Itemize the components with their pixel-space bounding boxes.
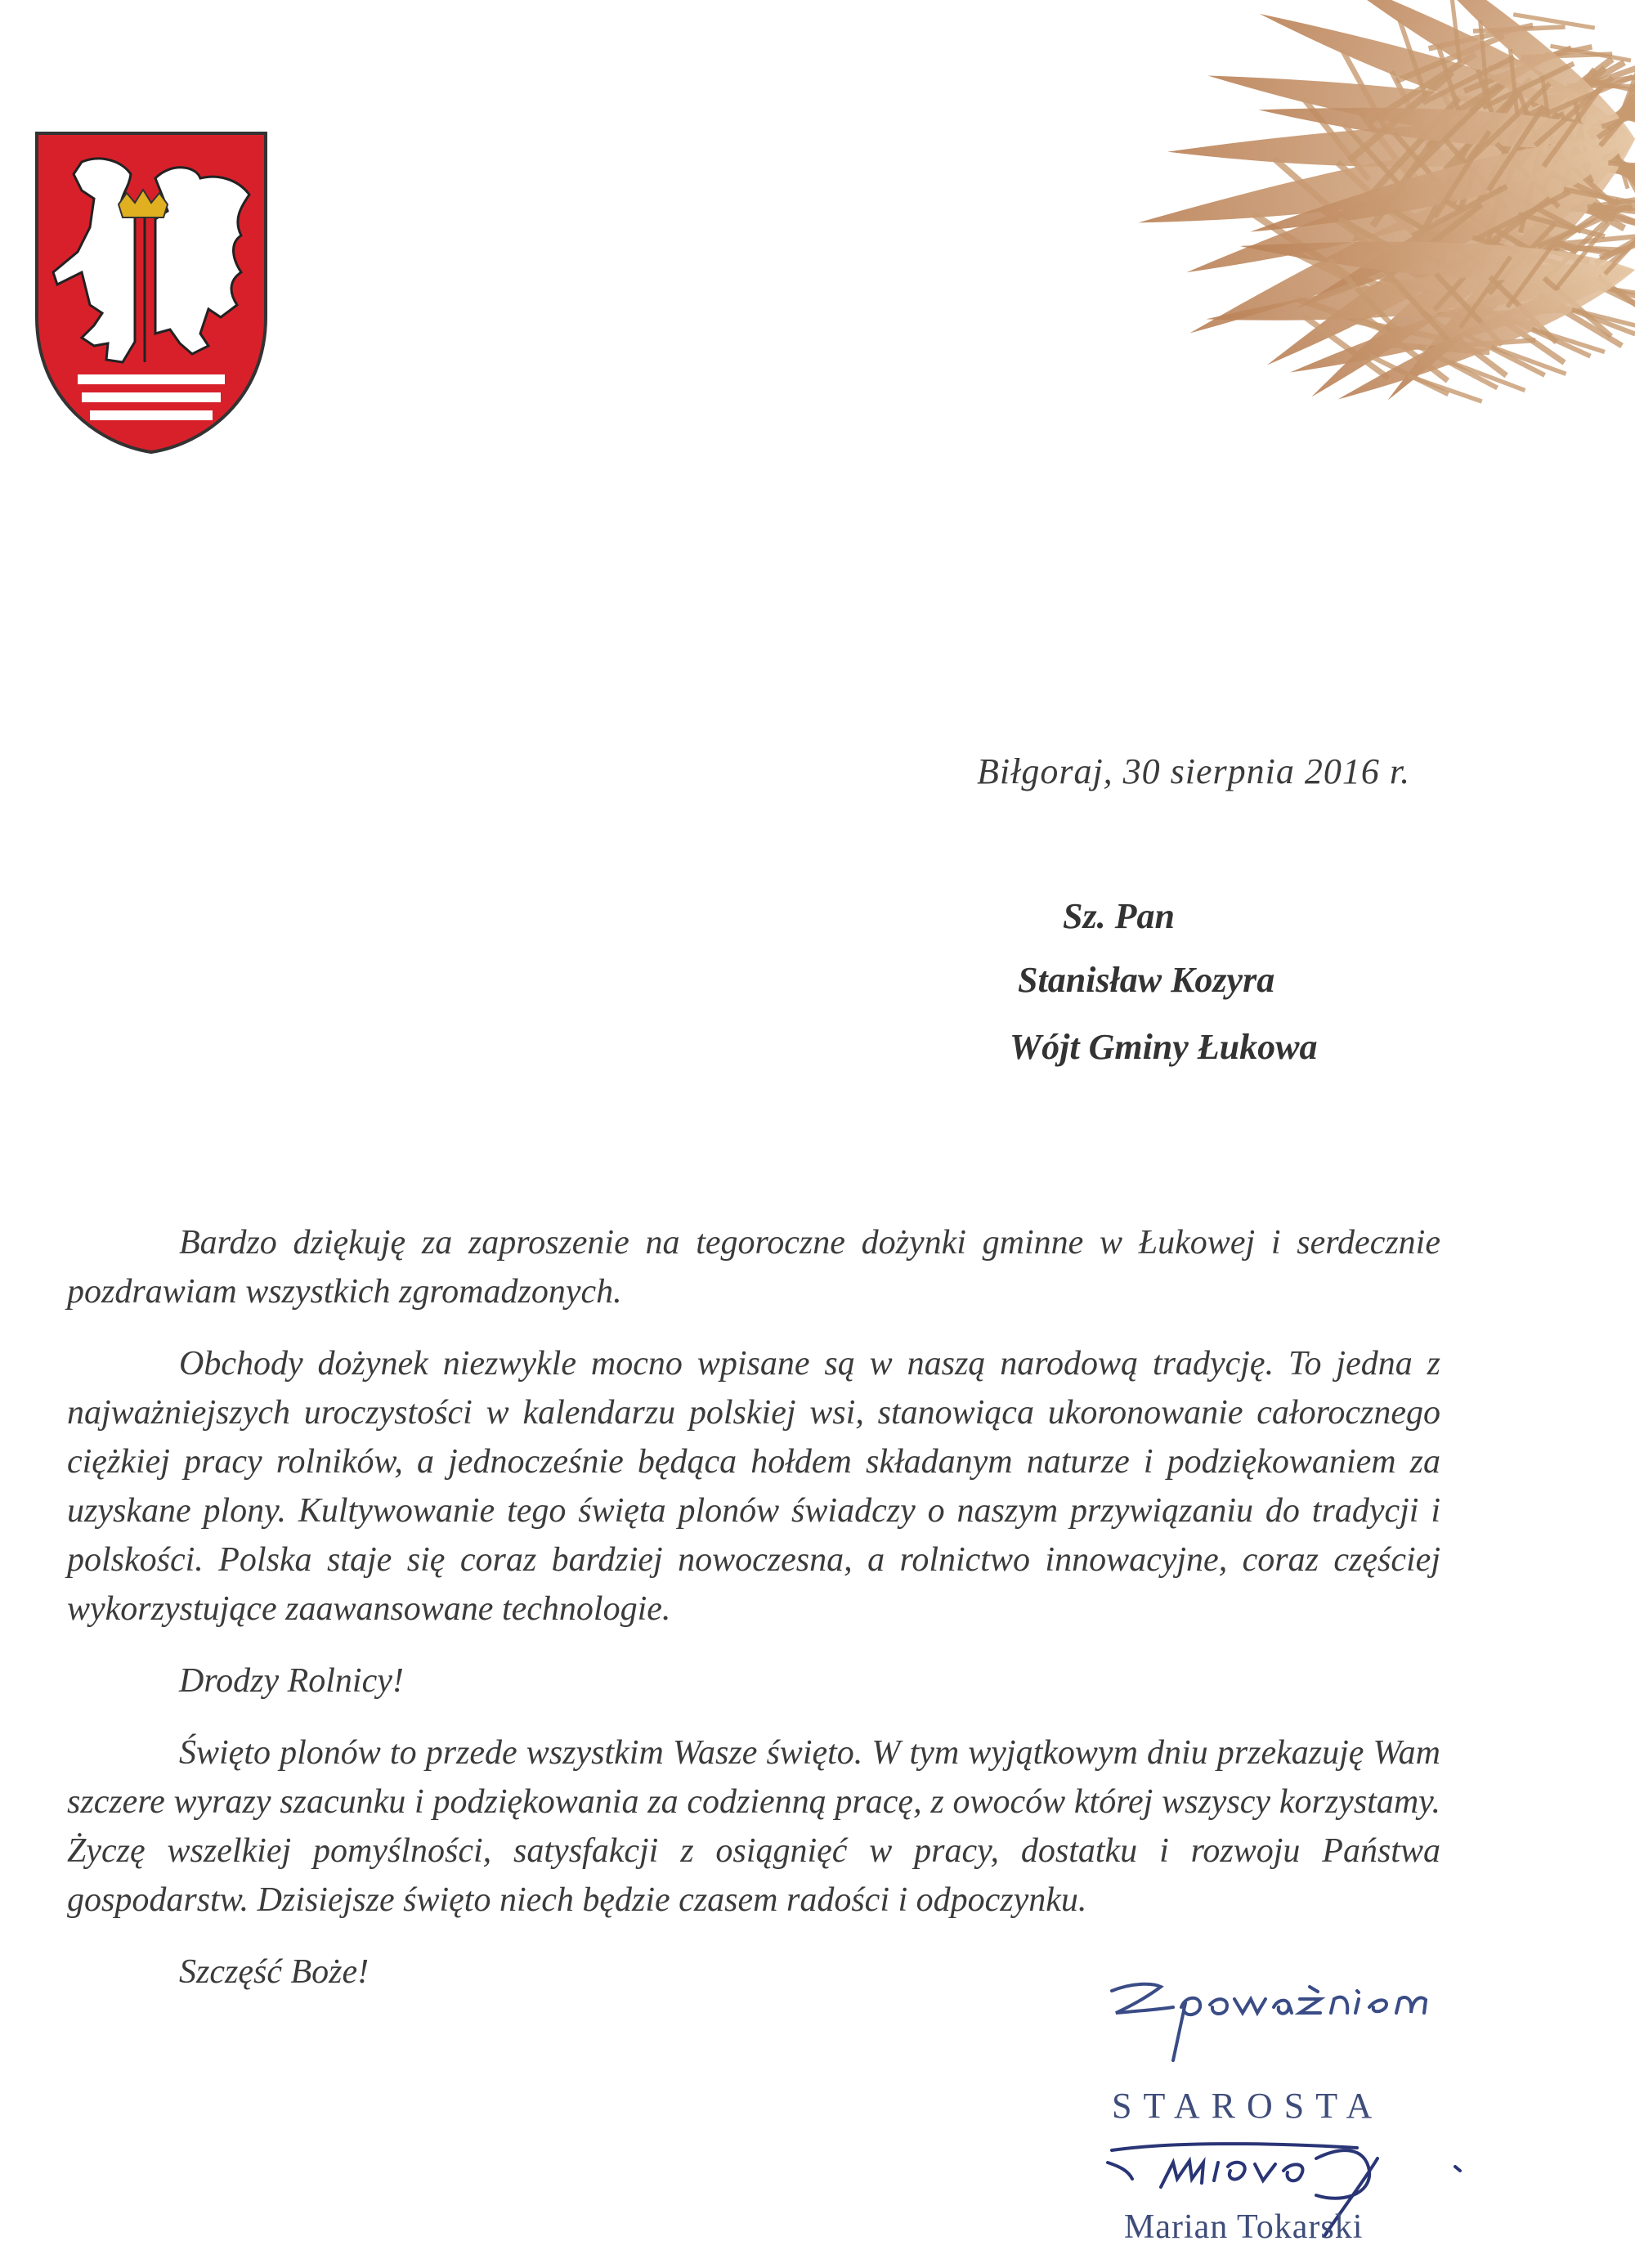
- wheat-ears-icon: [572, 0, 1635, 523]
- paragraph-5: Szczęść Boże!: [179, 1953, 370, 1991]
- coat-of-arms-icon: [33, 129, 270, 456]
- paragraph-1: Bardzo dziękuję za zaproszenie na tegoroczne dożynki gminne w Łukowej i serdecznie pozdrawiam wszystkich zgromadzonych.: [67, 1224, 1440, 1311]
- paragraph-3: Drodzy Rolnicy!: [179, 1662, 404, 1700]
- office-stamp: STAROSTA: [1112, 2086, 1384, 2126]
- recipient-salutation: Sz. Pan: [1063, 896, 1175, 936]
- signer-name: Marian Tokarski: [1124, 2208, 1364, 2246]
- recipient-title: Wójt Gminy Łukowa: [1010, 1027, 1318, 1067]
- signature-block: [1095, 1962, 1553, 2265]
- paragraph-4: Święto plonów to przede wszystkim Wasze święto. W tym wyjątkowym dniu przekazuję Wam szczere wyrazy szacunku i podziękowania za codzienną pracę, z owoców której wszyscy korzystamy. Życzę wszelkiej pomyślności, satysfakcji z osiągnięć w pracy, dostatku i rozwoju Państwa gospodarstw. Dzisiejsze święto niech będzie czasem radości i odpoczynku.: [67, 1734, 1440, 1919]
- letter-date: Biłgoraj, 30 sierpnia 2016 r.: [977, 751, 1411, 791]
- paragraph-2: Obchody dożynek niezwykle mocno wpisane są w naszą narodową tradycję. To jedna z najważniejszych uroczystości w kalendarzu polskiej wsi, stanowiąca ukoronowanie całorocznego ciężkiej pracy rolników, a jednocześnie będąca hołdem składanym naturze i podziękowaniem za uzyskane plony. Kultywowanie tego święta plonów świadczy o naszym przywiązaniu do tradycji i polskości. Polska staje się coraz bardziej nowoczesna, a rolnictwo innowacyjne, coraz częściej wykorzystujące zaawansowane technologie.: [67, 1345, 1440, 1628]
- handwritten-greeting-icon: [1095, 1962, 1521, 2069]
- letter-body: [67, 1218, 1440, 1997]
- recipient-name: Stanisław Kozyra: [1018, 960, 1275, 1000]
